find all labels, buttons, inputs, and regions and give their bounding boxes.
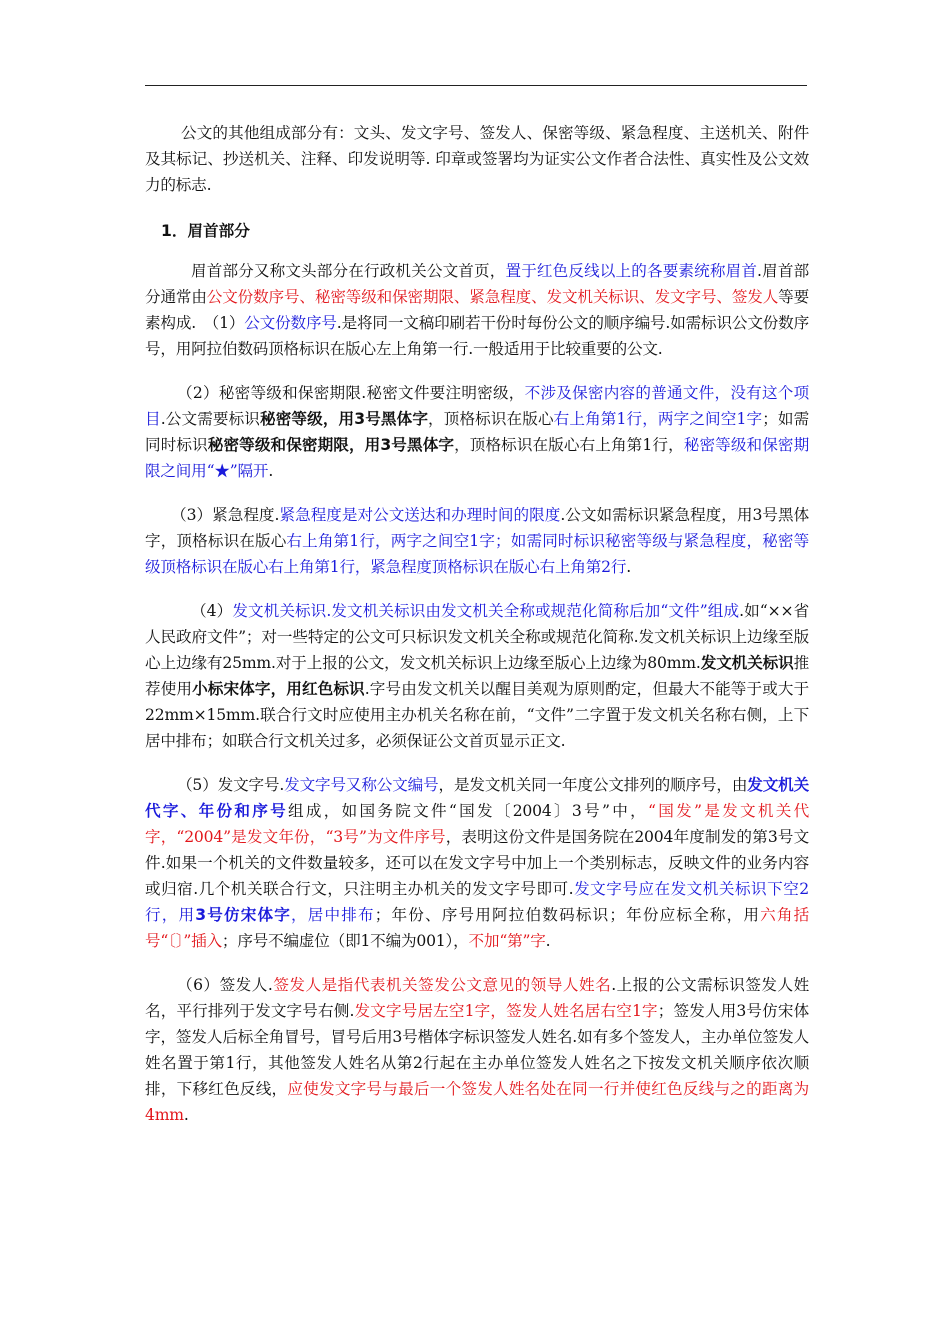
- text-run: 发文机关标识.发文机关标识由发文机关全称或规范化简称后加“文件”组成: [232, 602, 740, 620]
- text-run: .: [183, 1106, 189, 1124]
- intro-paragraph: [145, 120, 809, 198]
- text-run: ；序号不编虚位（即1不编为001），: [221, 932, 469, 950]
- paragraph-meishou: [145, 258, 809, 362]
- text-run: （4）: [191, 602, 233, 620]
- text-run: 右上角第1行，两字之间空1字；如需同时标识秘密等级与紧急程度，秘密等级顶格标识在版心右上角第1行，紧急程度顶格标识在版心右上角第2行: [145, 532, 809, 576]
- text-run: 眉首部分又称文头部分在行政机关公文首页，: [191, 262, 506, 280]
- text-run: 公文份数序号: [244, 314, 337, 332]
- text-run: 紧急程度是对公文送达和办理时间的限度: [279, 506, 561, 524]
- document-body: [145, 120, 809, 1128]
- text-run: .是将同一文稿印刷若干份时每份公文的顺序编号.如需标识公文份数序号，用阿拉伯数码顶格标识在版心左上角第一行.一般适用于比较重要的公文.: [145, 314, 809, 358]
- text-run: 小标宋体字，用红色标识: [192, 680, 365, 698]
- paragraph-issuer-mark: [145, 598, 809, 754]
- text-run: 推荐使用: [145, 654, 809, 698]
- text-run: 发文字号应在发文机关标识下空2行，用: [145, 880, 809, 924]
- paragraph-urgency: [145, 502, 809, 580]
- text-run: .如“××省人民政府文件”；对一些特定的公文可只标识发文机关全称或规范化简称.发文机关标识上边缘至版心上边缘有25mm.对于上报的公文，发文机关标识上边缘至版心上边缘为80mm.: [145, 602, 809, 672]
- text-run: ，顶格标识在版心: [428, 410, 554, 428]
- text-run: ；如需同时标识: [145, 410, 810, 454]
- text-run: 秘密等级，用3号黑体字: [260, 410, 429, 428]
- text-run: 秘密等级和保密期限，用3号黑体字: [207, 436, 455, 454]
- text-run: .公文需要标识: [160, 410, 261, 428]
- text-run: 3号仿宋体字: [195, 906, 292, 924]
- text-run: 公文的其他组成部分有：文头、发文字号、签发人、保密等级、紧急程度、主送机关、附件及其标记、抄送机关、注释、印发说明等. 印章或签署均为证实公文作者合法性、真实性及公文效力的标志.: [145, 124, 809, 194]
- text-run: 公文份数序号、秘密等级和保密期限、紧急程度、发文机关标识、发文字号、签发人: [206, 288, 779, 306]
- text-run: .: [545, 932, 551, 950]
- text-run: 组成，如国务院文件“国发〔2004〕3号”中，: [287, 802, 648, 820]
- text-run: “国发”是发文机关代字，“2004”是发文年份，“3号”为文件序号: [145, 802, 809, 846]
- text-run: 签发人是指代表机关签发公文意见的领导人姓名: [272, 976, 612, 994]
- text-run: ，表明这份文件是国务院在2004年度制发的第3号文件.如果一个机关的文件数量较多，还可以在发文字号中加上一个类别标志，反映文件的业务内容或归宿.几个机关联合行文，只注明主办机关的发文字号即可.: [145, 828, 809, 898]
- text-run: 右上角第1行，两字之间空1字: [553, 410, 763, 428]
- text-run: 发文字号居左空1字，签发人姓名居右空1字: [354, 1002, 658, 1020]
- text-run: （6）签发人.: [177, 976, 273, 994]
- header-rule: [145, 85, 807, 86]
- text-run: ；签发人用3号仿宋体字，签发人后标全角冒号，冒号后用3号楷体字标识签发人姓名.如有多个签发人，主办单位签发人姓名置于第1行，其他签发人姓名从第2行起在主办单位签发人姓名之下按发文机关顺序依次顺排，下移红色反线，: [145, 1002, 809, 1098]
- text-run: 发文字号又称公文编号: [284, 776, 439, 794]
- section-heading: 1．眉首部分: [161, 222, 250, 240]
- text-run: ；年份、序号用阿拉伯数码标识；年份应标全称，用: [374, 906, 761, 924]
- text-run: 应使发文字号与最后一个签发人姓名处在同一行并使红色反线与之的距离为4mm: [145, 1080, 809, 1124]
- text-run: 等要素构成. （1）: [145, 288, 809, 332]
- text-run: 发文机关代字、年份和序号: [145, 776, 809, 820]
- text-run: .: [268, 462, 274, 480]
- text-run: 置于红色反线以上的各要素统称眉首: [505, 262, 758, 280]
- text-run: （5）发文字号.: [177, 776, 285, 794]
- text-run: 发文机关标识: [700, 654, 794, 672]
- text-run: 六角括号“〔〕”插入: [145, 906, 809, 950]
- paragraph-signer: [145, 972, 809, 1128]
- text-run: ，是发文机关同一年度公文排列的顺序号，由: [438, 776, 748, 794]
- text-run: ，顶格标识在版心右上角第1行，: [454, 436, 684, 454]
- text-run: .字号由发文机关以醒目美观为原则酌定，但最大不能等于或大于22mm×15mm.联合行文时应使用主办机关名称在前，“文件”二字置于发文机关名称右侧，上下居中排布；如联合行文机关过多，必须保证公文首页显示正文.: [145, 680, 809, 750]
- text-run: ，居中排布: [291, 906, 375, 924]
- paragraph-doc-number: [145, 772, 809, 954]
- text-run: 秘密等级和保密期限之间用“★”隔开: [145, 436, 809, 480]
- text-run: .上报的公文需标识签发人姓名，平行排列于发文字号右侧.: [145, 976, 810, 1020]
- text-run: （2）秘密等级和保密期限.秘密文件要注明密级，: [177, 384, 525, 402]
- text-run: .公文如需标识紧急程度，用3号黑体字，顶格标识在版心: [145, 506, 810, 550]
- text-run: （3）紧急程度.: [171, 506, 280, 524]
- text-run: .眉首部分通常由: [145, 262, 809, 306]
- text-run: .: [626, 558, 632, 576]
- text-run: 不加“第”字: [468, 932, 546, 950]
- paragraph-secret-level: [145, 380, 809, 484]
- text-run: 不涉及保密内容的普通文件，没有这个项目: [145, 384, 810, 428]
